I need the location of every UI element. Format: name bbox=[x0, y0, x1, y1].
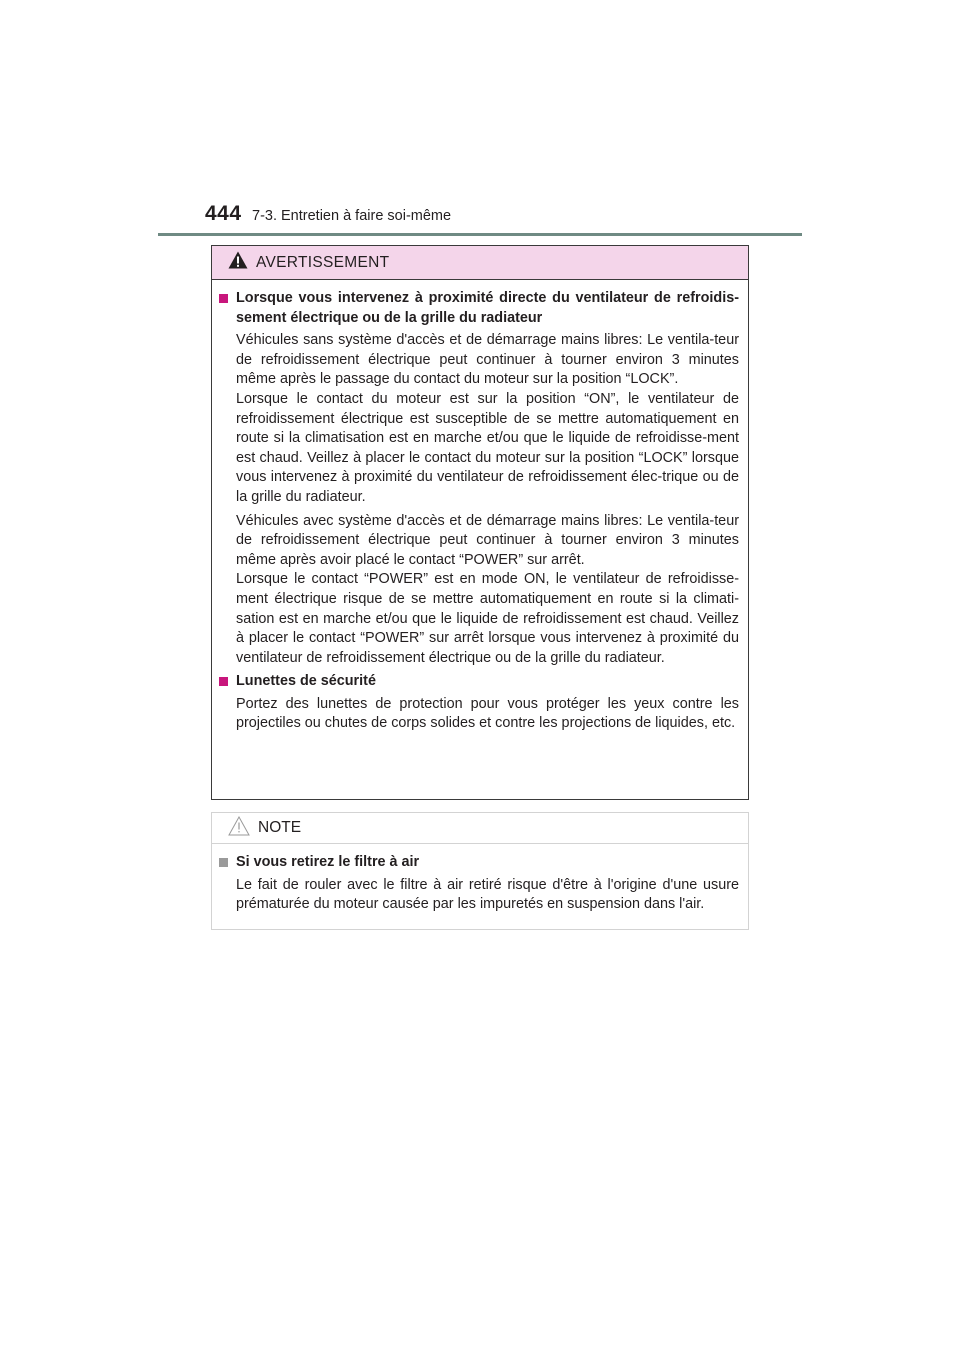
note-header bbox=[212, 813, 748, 844]
page-number: 444 bbox=[205, 202, 242, 225]
bullet-square-icon bbox=[219, 677, 228, 686]
note-body bbox=[212, 844, 748, 915]
warning-box bbox=[211, 245, 749, 800]
warning-triangle-icon bbox=[228, 251, 248, 274]
warning-paragraph: Portez des lunettes de protection pour vous protéger les yeux contre les projectiles ou chutes de corps solides et contre les projections de liquides, etc. bbox=[236, 695, 739, 732]
header-rule bbox=[158, 233, 802, 236]
warning-paragraph: Véhicules sans système d'accès et de démarrage mains libres: Le ventila-teur de refroidissement électrique peut continuer à tourner environ 3 minutes même après le passage du contact du moteur sur la position “LOCK”. Lorsque le contact du moteur est sur la position “ON”, le ventilateur de refroidissement électrique est susceptible de se mettre automatiquement en route si la climatisation est en marche et/ou que le liquide de refroidisse-ment est chaud. Veillez à placer le contact du moteur sur la position “LOCK” lorsque vous intervenez à proximité du ventilateur de refroidissement élec-trique ou de la grille du radiateur. bbox=[236, 332, 739, 505]
section-title: 7-3. Entretien à faire soi-même bbox=[252, 208, 452, 224]
note-item-title: Si vous retirez le filtre à air bbox=[218, 853, 739, 873]
note-box bbox=[211, 812, 749, 930]
bullet-square-icon bbox=[219, 294, 228, 303]
warning-header bbox=[212, 246, 748, 280]
warning-paragraph: Véhicules avec système d'accès et de démarrage mains libres: Le ventila-teur de refroidissement électrique peut continuer à tourner environ 3 minutes même après avoir placé le contact “POWER” sur arrêt. Lorsque le contact “POWER” est en mode ON, le ventilateur de refroidisse-ment électrique risque de se mettre automatiquement en route si la climati-sation est en marche et/ou que le liquide de refroidissement est chaud. Veillez à placer le contact “POWER” sur arrêt lorsque vous intervenez à proximité du ventilateur de refroidissement électrique ou de la grille du radiateur. bbox=[236, 512, 739, 666]
note-title: NOTE bbox=[258, 819, 302, 836]
warning-item-title: Lunettes de sécurité bbox=[218, 672, 739, 692]
bullet-square-icon bbox=[219, 858, 228, 867]
note-paragraph: Le fait de rouler avec le filtre à air retiré risque d'être à l'origine d'une usure prématurée du moteur causée par les impuretés en suspension dans l'air. bbox=[236, 876, 739, 913]
warning-item-title: Lorsque vous intervenez à proximité directe du ventilateur de refroidis-sement électrique ou de la grille du radiateur bbox=[218, 289, 739, 328]
warning-body bbox=[212, 280, 748, 734]
warning-title: AVERTISSEMENT bbox=[256, 253, 390, 271]
warning-outline-icon bbox=[228, 816, 250, 841]
